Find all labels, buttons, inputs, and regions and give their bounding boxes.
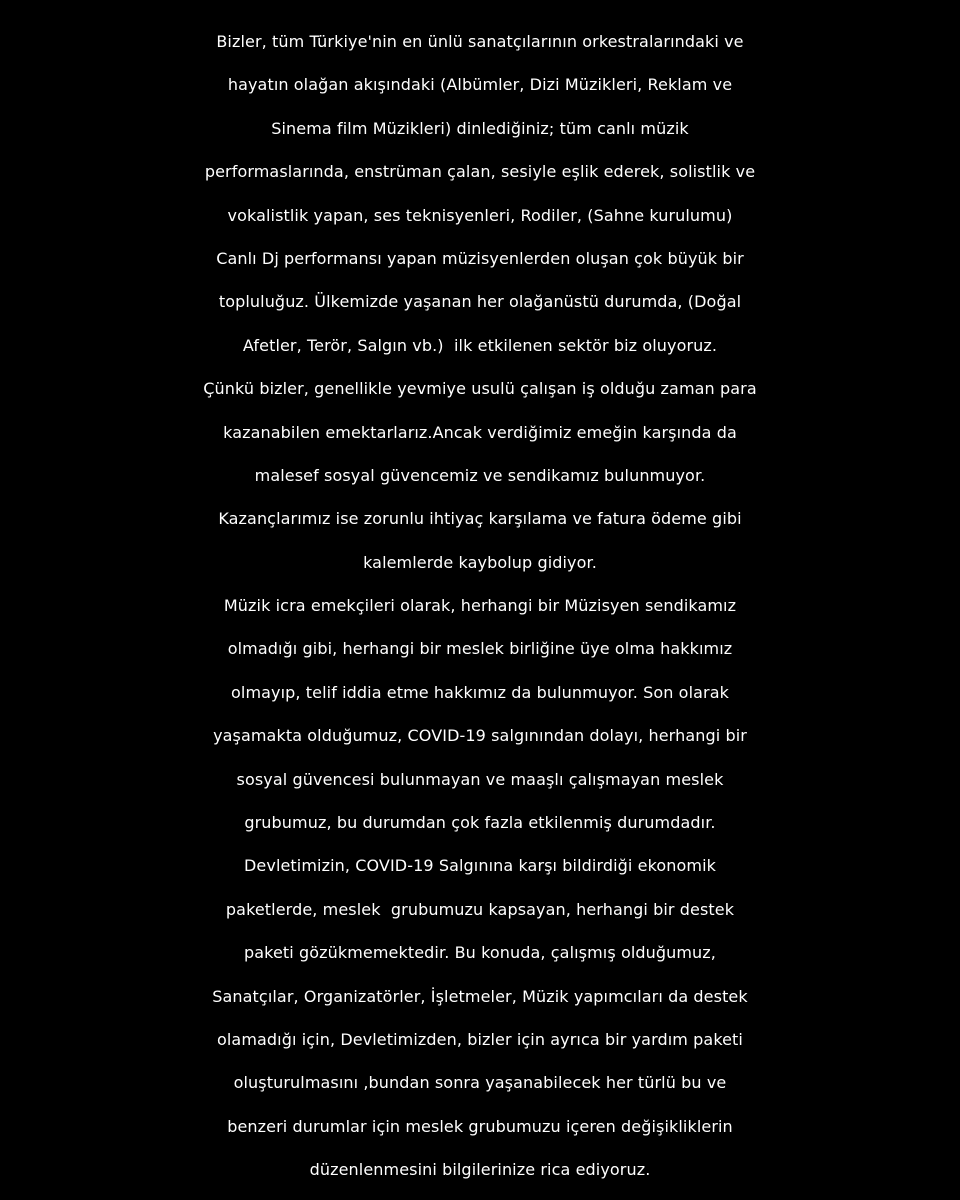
text-line: oluşturulmasını ,bundan sonra yaşanabilecek her türlü bu ve [233, 1073, 727, 1093]
text-line: malesef sosyal güvencemiz ve sendikamız bulunmuyor. [254, 465, 706, 485]
text-line: kalemlerde kaybolup gidiyor. [363, 552, 597, 572]
letter-body [0, 20, 960, 1192]
text-line: performaslarında, enstrüman çalan, sesiyle eşlik ederek, solistlik ve [204, 162, 756, 182]
text-line: olamadığı için, Devletimizden, bizler için ayrıca bir yardım paketi [217, 1029, 743, 1049]
text-line: benzeri durumlar için meslek grubumuzu içeren değişikliklerin [227, 1116, 733, 1136]
text-line: paketi gözükmemektedir. Bu konuda, çalışmış olduğumuz, [243, 943, 716, 963]
text-line: grubumuz, bu durumdan çok fazla etkilenmiş durumdadır. [244, 813, 716, 833]
text-line: topluluğuz. Ülkemizde yaşanan her olağanüstü durumda, (Doğal [218, 292, 742, 312]
text-line: Kazançlarımız ise zorunlu ihtiyaç karşılama ve fatura ödeme gibi [218, 509, 742, 529]
text-line: yaşamakta olduğumuz, COVID-19 salgınından dolayı, herhangi bir [213, 726, 747, 746]
text-line: olmayıp, telif iddia etme hakkımız da bulunmuyor. Son olarak [231, 682, 729, 702]
text-line: Afetler, Terör, Salgın vb.) ilk etkilenen sektör biz oluyoruz. [242, 335, 718, 355]
text-line: Bizler, tüm Türkiye'nin en ünlü sanatçılarının orkestralarındaki ve [216, 32, 744, 51]
text-line: Canlı Dj performansı yapan müzisyenlerden oluşan çok büyük bir [216, 248, 744, 268]
text-line: kazanabilen emektarlarız.Ancak verdiğimiz emeğin karşında da [223, 422, 737, 442]
text-line: olmadığı gibi, herhangi bir meslek birliğine üye olma hakkımız [227, 639, 733, 659]
text-line: sosyal güvencesi bulunmayan ve maaşlı çalışmayan meslek [236, 769, 724, 789]
text-line: vokalistlik yapan, ses teknisyenleri, Rodiler, (Sahne kurulumu) [227, 205, 733, 225]
text-line: paketlerde, meslek grubumuzu kapsayan, herhangi bir destek [225, 899, 735, 919]
text-line: Sinema film Müzikleri) dinlediğiniz; tüm canlı müzik [271, 118, 689, 138]
text-line: hayatın olağan akışındaki (Albümler, Dizi Müzikleri, Reklam ve [227, 75, 733, 95]
text-line: Müzik icra emekçileri olarak, herhangi bir Müzisyen sendikamız [223, 596, 737, 616]
text-line: Sanatçılar, Organizatörler, İşletmeler, Müzik yapımcıları da destek [212, 986, 748, 1006]
text-line: düzenlenmesini bilgilerinize rica ediyoruz. [309, 1160, 651, 1180]
text-line: Çünkü bizler, genellikle yevmiye usulü çalışan iş olduğu zaman para [203, 379, 757, 399]
text-line: Devletimizin, COVID-19 Salgınına karşı bildirdiği ekonomik [244, 856, 716, 876]
